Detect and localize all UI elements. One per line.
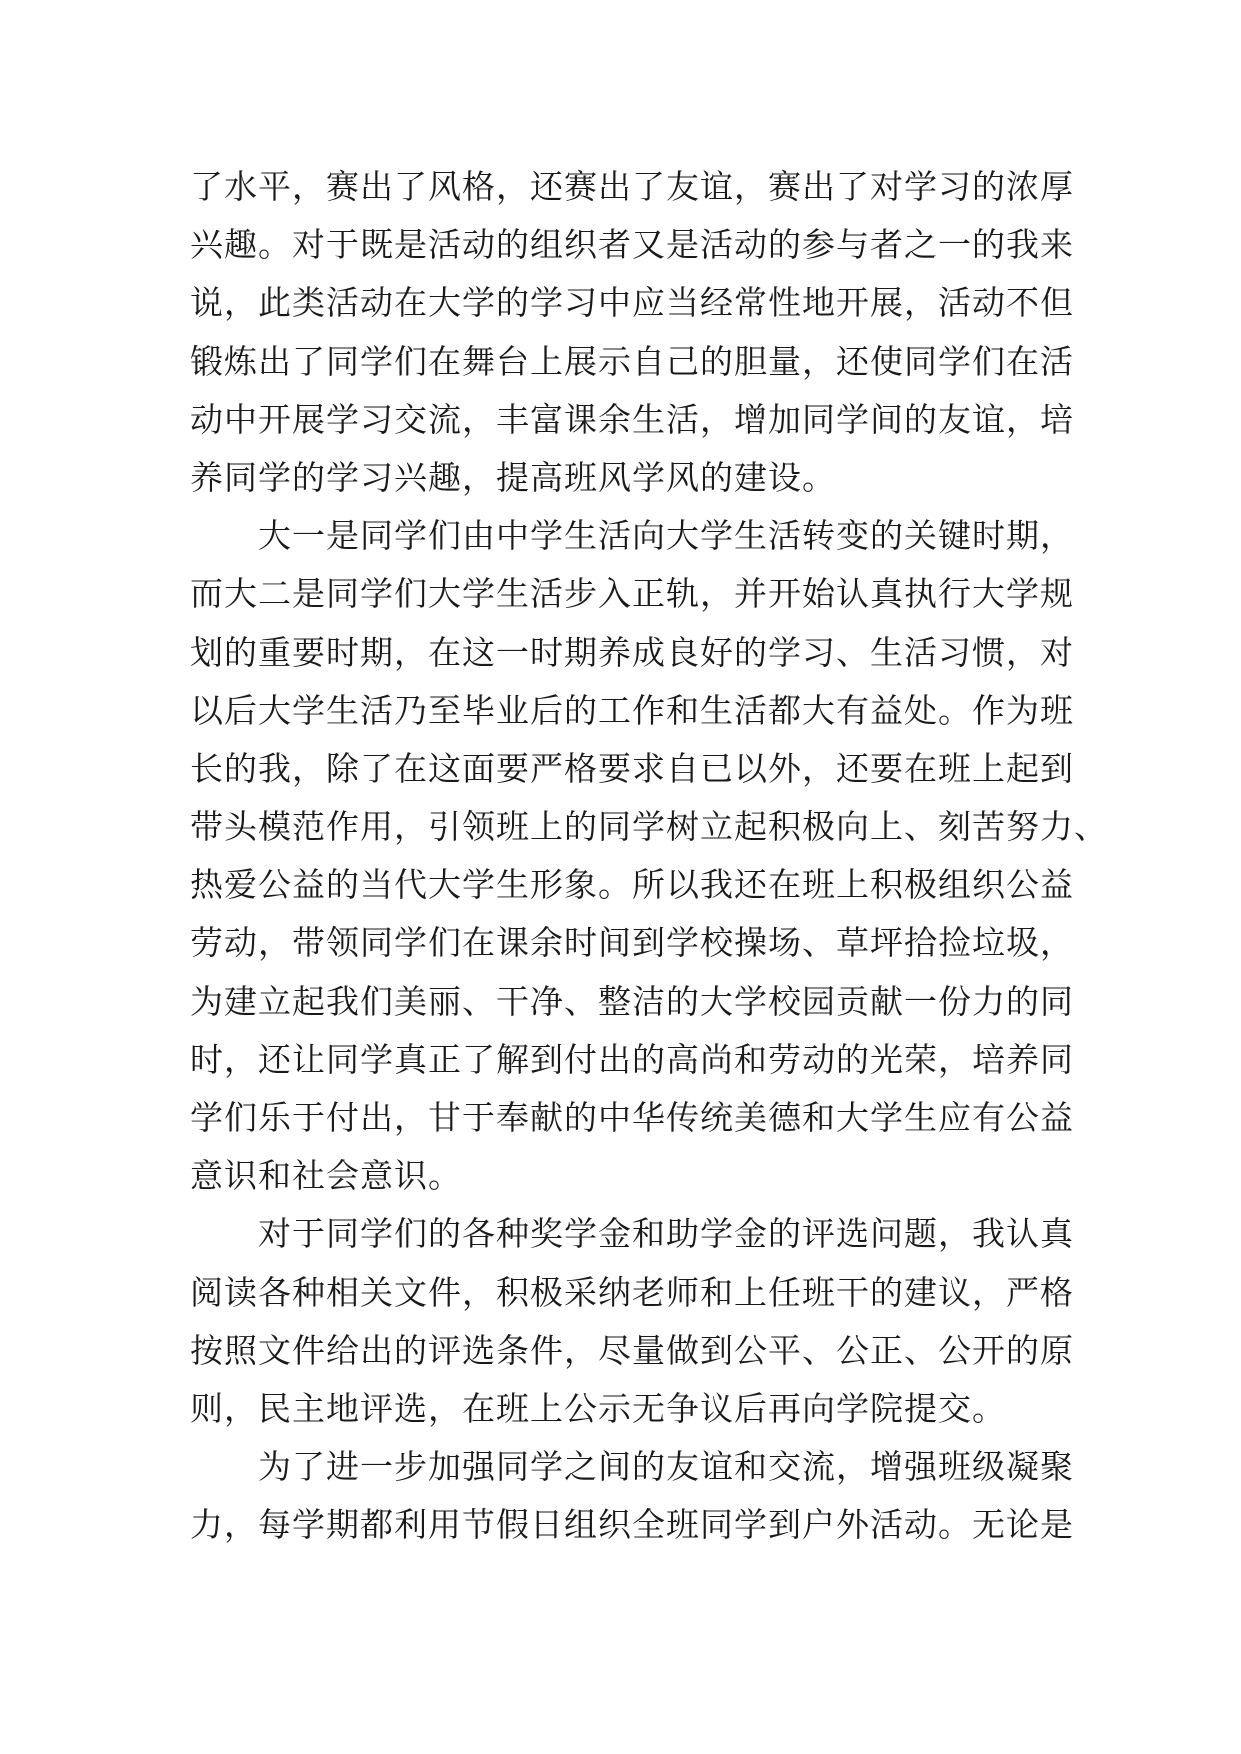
text-line: 按照文件给出的评选条件，尽量做到公平、公正、公开的原 <box>190 1330 1074 1370</box>
paragraph <box>190 507 1108 1205</box>
text-line: 带头模范作用，引领班上的同学树立起积极向上、刻苦努力、 <box>190 807 1108 847</box>
text-line: 了水平，赛出了风格，还赛出了友谊，赛出了对学习的浓厚 <box>190 167 1074 206</box>
text-line: 而大二是同学们大学生活步入正轨，并开始认真执行大学规 <box>190 574 1074 614</box>
text-line: 力，每学期都利用节假日组织全班同学到户外活动。无论是 <box>190 1505 1074 1545</box>
paragraph <box>190 158 1074 507</box>
text-line: 长的我，除了在这面要严格要求自已以外，还要在班上起到 <box>190 748 1074 788</box>
text-line: 以后大学生活乃至毕业后的工作和生活都大有益处。作为班 <box>190 690 1074 730</box>
text-line: 阅读各种相关文件，积极采纳老师和上任班干的建议，严格 <box>190 1272 1074 1312</box>
text-line: 则，民主地评选，在班上公示无争议后再向学院提交。 <box>190 1388 1006 1428</box>
text-line: 说，此类活动在大学的学习中应当经常性地开展，活动不但 <box>190 283 1074 323</box>
text-line: 劳动，带领同学们在课余时间到学校操场、草坪拾捡垃圾， <box>190 923 1074 963</box>
text-line: 时，还让同学真正了解到付出的高尚和劳动的光荣，培养同 <box>190 1039 1074 1079</box>
text-line: 大一是同学们由中学生活向大学生活转变的关键时期， <box>258 516 1074 556</box>
text-line: 兴趣。对于既是活动的组织者又是活动的参与者之一的我来 <box>190 225 1074 265</box>
text-line: 学们乐于付出，甘于奉献的中华传统美德和大学生应有公益 <box>190 1098 1074 1137</box>
text-line: 锻炼出了同学们在舞台上展示自己的胆量，还使同学们在活 <box>190 341 1074 381</box>
text-line: 为建立起我们美丽、干净、整洁的大学校园贡献一份力的同 <box>190 981 1074 1021</box>
text-line: 意识和社会意识。 <box>190 1156 462 1196</box>
paragraph <box>190 1205 1074 1438</box>
text-line: 养同学的学习兴趣，提高班风学风的建设。 <box>190 457 836 497</box>
text-line: 动中开展学习交流，丰富课余生活，增加同学间的友谊，培 <box>190 399 1074 439</box>
text-line: 划的重要时期，在这一时期养成良好的学习、生活习惯，对 <box>190 632 1074 672</box>
paragraph <box>190 1438 1074 1554</box>
text-line: 热爱公益的当代大学生形象。所以我还在班上积极组织公益 <box>190 865 1074 905</box>
text-line: 为了进一步加强同学之间的友谊和交流，增强班级凝聚 <box>258 1447 1074 1487</box>
document-body <box>190 158 1108 1555</box>
text-line: 对于同学们的各种奖学金和助学金的评选问题，我认真 <box>258 1214 1074 1254</box>
